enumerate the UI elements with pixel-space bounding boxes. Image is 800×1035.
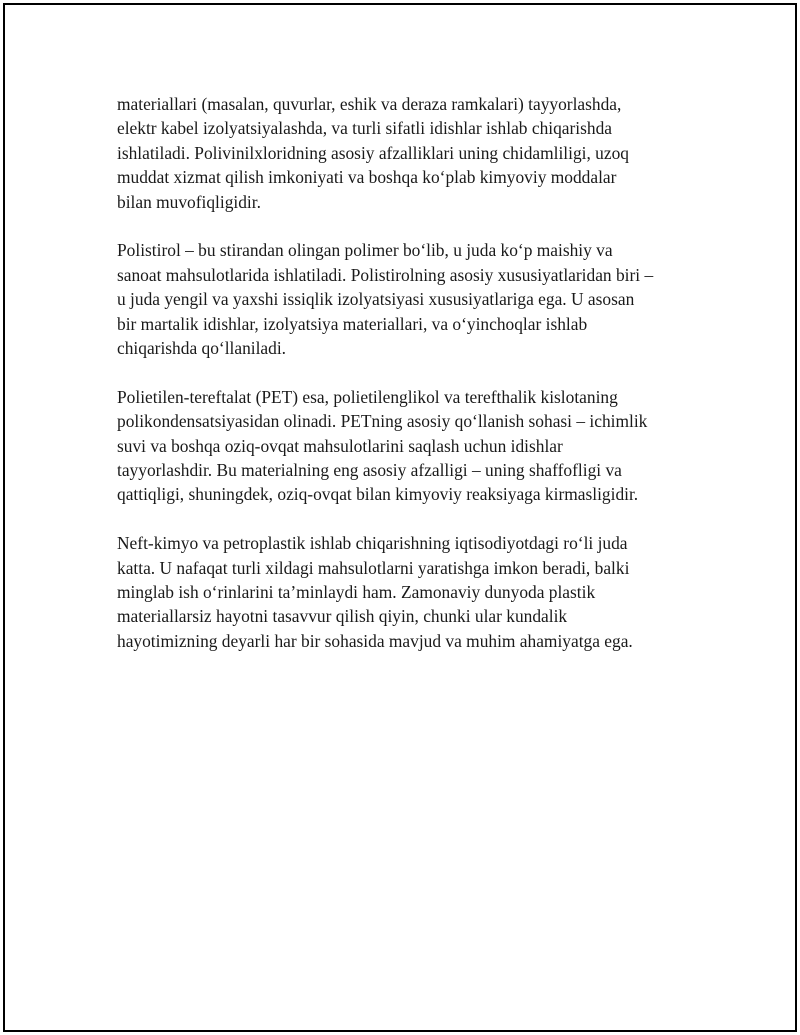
- text-line: Polistirol – bu stirandan olingan polimer bo‘lib, u juda ko‘p maishiy va: [117, 240, 613, 261]
- paragraph-pvc: [117, 92, 697, 214]
- text-line: qattiqligi, shuningdek, oziq-ovqat bilan kimyoviy reaksiyaga kirmasligidir.: [117, 484, 639, 505]
- paragraph-pet: [117, 385, 697, 507]
- text-line: suvi va boshqa oziq-ovqat mahsulotlarini saqlash uchun idishlar: [117, 435, 563, 456]
- text-line: elektr kabel izolyatsiyalashda, va turli sifatli idishlar ishlab chiqarishda: [117, 118, 613, 139]
- text-line: bir martalik idishlar, izolyatsiya materiallari, va o‘yinchoqlar ishlab: [117, 313, 588, 334]
- text-line: muddat xizmat qilish imkoniyati va boshqa ko‘plab kimyoviy moddalar: [117, 167, 617, 188]
- text-line: chiqarishda qo‘llaniladi.: [117, 338, 287, 359]
- text-line: materiallari (masalan, quvurlar, eshik va deraza ramkalari) tayyorlashda,: [117, 94, 622, 114]
- text-line: tayyorlashdir. Bu materialning eng asosiy afzalligi – uning shaffofligi va: [117, 460, 622, 481]
- text-line: polikondensatsiyasidan olinadi. PETning asosiy qo‘llanish sohasi – ichimlik: [117, 411, 648, 432]
- document-body: [117, 92, 697, 678]
- text-line: Neft-kimyo va petroplastik ishlab chiqarishning iqtisodiyotdagi ro‘li juda: [117, 533, 628, 554]
- text-line: ishlatiladi. Polivinilxloridning asosiy afzalliklari uning chidamliligi, uzoq: [117, 142, 629, 163]
- text-line: Polietilen-tereftalat (PET) esa, polietilenglikol va terefthalik kislotaning: [117, 386, 618, 407]
- text-line: katta. U nafaqat turli xildagi mahsulotlarni yaratishga imkon beradi, balki: [117, 557, 630, 578]
- paragraph-economy: [117, 531, 697, 653]
- text-line: hayotimizning deyarli har bir sohasida mavjud va muhim ahamiyatga ega.: [117, 630, 633, 651]
- text-line: sanoat mahsulotlarida ishlatiladi. Polistirolning asosiy xususiyatlaridan biri –: [117, 264, 654, 285]
- text-line: minglab ish o‘rinlarini ta’minlaydi ham. Zamonaviy dunyoda plastik: [117, 582, 596, 603]
- text-line: bilan muvofiqligidir.: [117, 191, 261, 212]
- paragraph-polystyrene: [117, 238, 697, 360]
- text-line: materiallarsiz hayotni tasavvur qilish qiyin, chunki ular kundalik: [117, 606, 568, 627]
- text-line: u juda yengil va yaxshi issiqlik izolyatsiyasi xususiyatlariga ega. U asosan: [117, 289, 635, 310]
